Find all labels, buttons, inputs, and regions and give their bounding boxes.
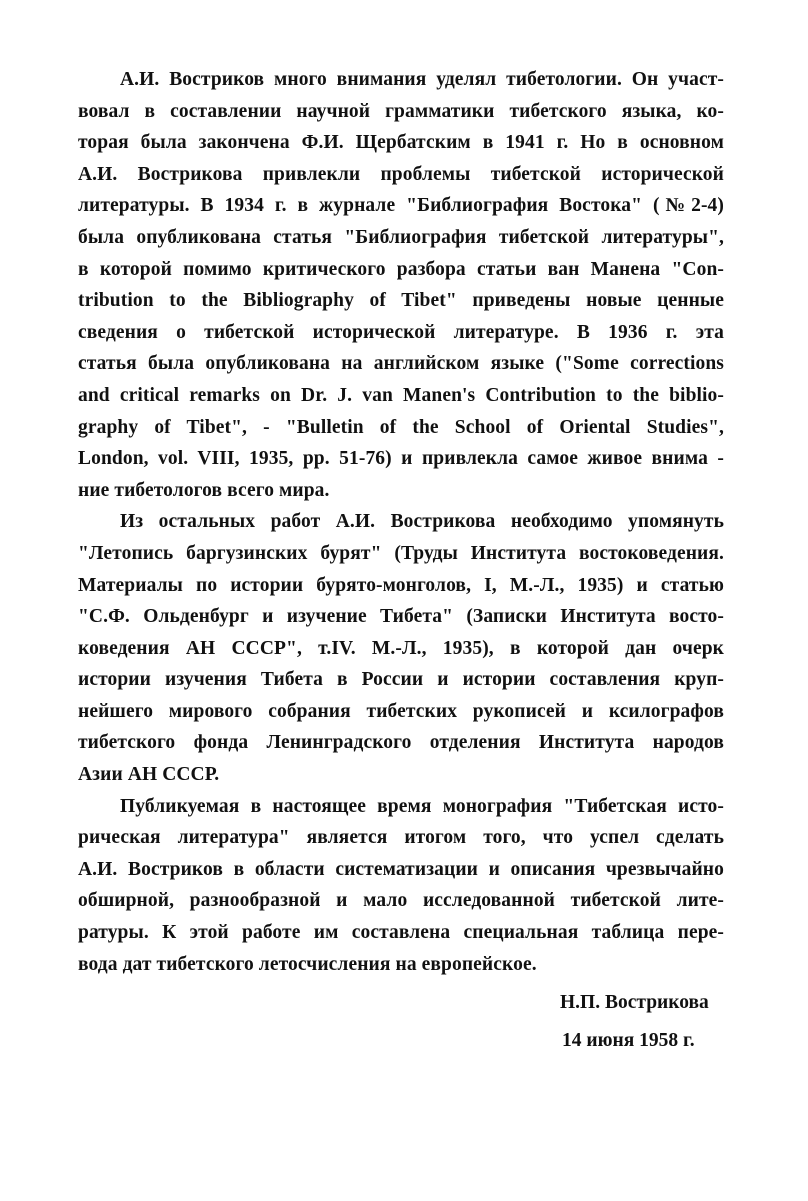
text-line: торая была закончена Ф.И. Щербатским в 1941 г. Но в основном [78, 132, 724, 154]
text-line: tribution to the Bibliography of Tibet" приведены новые ценные [78, 290, 724, 312]
text-line: была опубликована статья "Библиография тибетской литературы", [78, 226, 724, 248]
signature-date: 14 июня 1958 г. [562, 1030, 695, 1051]
text-line: вода дат тибетского летосчисления на европейское. [78, 953, 537, 975]
text-line: "Летопись баргузинских бурят" (Труды Института востоковедения. [78, 542, 724, 564]
paragraph-2 [78, 506, 724, 790]
paragraph-1 [78, 64, 724, 506]
document-body [78, 64, 724, 980]
text-line: вовал в составлении научной грамматики тибетского языка, ко- [78, 100, 724, 122]
text-line: Публикуемая в настоящее время монография "Тибетская исто- [120, 795, 724, 817]
paragraph-3 [78, 791, 724, 981]
text-line: литературы. В 1934 г. в журнале "Библиография Востока" (№2-4) [78, 195, 724, 217]
text-line: and critical remarks on Dr. J. van Manen's Contribution to the biblio- [78, 384, 724, 406]
text-line: А.И. Востриков много внимания уделял тибетологии. Он участ- [120, 69, 724, 90]
text-line: нейшего мирового собрания тибетских рукописей и ксилографов [78, 700, 724, 722]
text-line: graphy of Tibet", - "Bulletin of the School of Oriental Studies", [78, 416, 724, 438]
text-line: в которой помимо критического разбора статьи ван Манена "Con- [78, 258, 724, 280]
text-line: "С.Ф. Ольденбург и изучение Тибета" (Записки Института восто- [78, 606, 724, 628]
text-line: Азии АН СССР. [78, 764, 220, 786]
text-line: обширной, разнообразной и мало исследованной тибетской лите- [78, 890, 724, 912]
text-line: ратуры. К этой работе им составлена специальная таблица пере- [78, 922, 724, 944]
signature-name: Н.П. Вострикова [560, 992, 709, 1013]
text-line: рическая литература" является итогом того, что успел сделать [78, 827, 724, 849]
text-line: статья была опубликована на английском языке ("Some corrections [78, 353, 724, 375]
text-line: истории изучения Тибета в России и истории составления круп- [78, 669, 724, 691]
text-line: London, vol. VIII, 1935, pp. 51-76) и привлекла самое живое внима - [78, 448, 724, 470]
text-line: сведения о тибетской исторической литературе. В 1936 г. эта [78, 321, 724, 343]
text-line: коведения АН СССР", т.IV. М.-Л., 1935), в которой дан очерк [78, 637, 724, 659]
text-line: А.И. Вострикова привлекли проблемы тибетской исторической [78, 163, 724, 185]
text-line: Из остальных работ А.И. Вострикова необходимо упомянуть [120, 511, 724, 533]
text-line: ние тибетологов всего мира. [78, 479, 330, 501]
text-line: тибетского фонда Ленинградского отделения Института народов [78, 732, 724, 754]
text-line: Материалы по истории бурято-монголов, I, М.-Л., 1935) и статью [78, 574, 724, 596]
text-line: А.И. Востриков в области систематизации и описания чрезвычайно [78, 858, 724, 880]
